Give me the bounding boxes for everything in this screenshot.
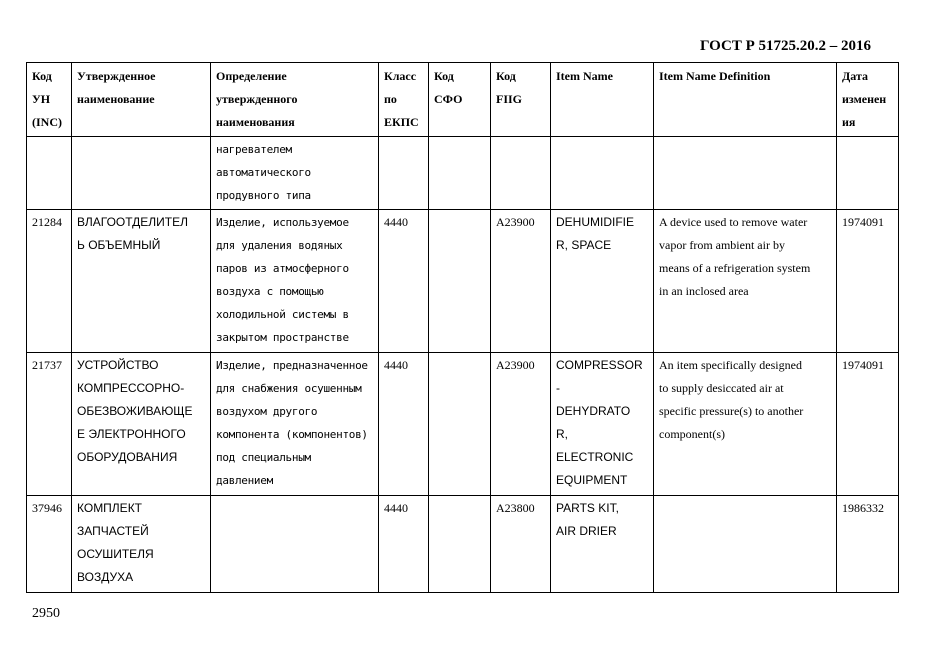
table-row [27, 137, 899, 210]
cell-item-def: An item specifically designed to supply desiccated air at specific pressure(s) to another component(s) [654, 353, 837, 496]
table-row [27, 210, 899, 353]
cell-sfo [429, 210, 491, 353]
cell-inc: 21737 [27, 353, 72, 496]
cell-class [379, 137, 429, 210]
cell-date [837, 137, 899, 210]
cell-class: 4440 [379, 353, 429, 496]
cell-fiig: A23800 [491, 496, 551, 593]
document-title: ГОСТ Р 51725.20.2 – 2016 [700, 38, 872, 54]
col-header-fiig: Код FIIG [491, 63, 551, 137]
cell-inc [27, 137, 72, 210]
cell-sfo [429, 496, 491, 593]
cell-name: КОМПЛЕКТ ЗАПЧАСТЕЙ ОСУШИТЕЛЯ ВОЗДУХА [72, 496, 211, 593]
col-header-item-name: Item Name [551, 63, 654, 137]
cell-definition: Изделие, предназначенное для снабжения осушенным воздухом другого компонента (компонентов) под специальным давлением [211, 353, 379, 496]
cell-name: УСТРОЙСТВО КОМПРЕССОРНО- ОБЕЗВОЖИВАЮЩЕ Е ЭЛЕКТРОННОГО ОБОРУДОВАНИЯ [72, 353, 211, 496]
page-number: 2950 [32, 606, 60, 621]
cell-definition: нагревателем автоматического продувного типа [211, 137, 379, 210]
cell-item-def: A device used to remove water vapor from ambient air by means of a refrigeration system in an inclosed area [654, 210, 837, 353]
cell-sfo [429, 353, 491, 496]
cell-fiig: A23900 [491, 210, 551, 353]
cell-fiig: A23900 [491, 353, 551, 496]
col-header-sfo: Код СФО [429, 63, 491, 137]
cell-item-name: DEHUMIDIFIE R, SPACE [551, 210, 654, 353]
col-header-class: Класс по ЕКПС [379, 63, 429, 137]
cell-fiig [491, 137, 551, 210]
cell-date: 1974091 [837, 353, 899, 496]
cell-definition: Изделие, используемое для удаления водяных паров из атмосферного воздуха с помощью холодильной системы в закрытом пространстве [211, 210, 379, 353]
table-row [27, 496, 899, 593]
cell-date: 1974091 [837, 210, 899, 353]
col-header-name: Утвержденное наименование [72, 63, 211, 137]
cell-sfo [429, 137, 491, 210]
cell-class: 4440 [379, 496, 429, 593]
cell-name [72, 137, 211, 210]
table-row [27, 353, 899, 496]
cell-date: 1986332 [837, 496, 899, 593]
cell-inc: 37946 [27, 496, 72, 593]
col-header-definition: Определение утвержденного наименования [211, 63, 379, 137]
col-header-date: Дата изменен ия [837, 63, 899, 137]
cell-item-def [654, 496, 837, 593]
col-header-inc: Код УН (INC) [27, 63, 72, 137]
cell-name: ВЛАГООТДЕЛИТЕЛ Ь ОБЪЕМНЫЙ [72, 210, 211, 353]
cell-item-name: COMPRESSOR - DEHYDRATO R, ELECTRONIC EQUIPMENT [551, 353, 654, 496]
cell-item-def [654, 137, 837, 210]
cell-class: 4440 [379, 210, 429, 353]
table-header-row [27, 63, 899, 137]
cell-definition [211, 496, 379, 593]
col-header-item-def: Item Name Definition [654, 63, 837, 137]
cell-inc: 21284 [27, 210, 72, 353]
cell-item-name [551, 137, 654, 210]
nomenclature-table [26, 62, 899, 593]
cell-item-name: PARTS KIT, AIR DRIER [551, 496, 654, 593]
